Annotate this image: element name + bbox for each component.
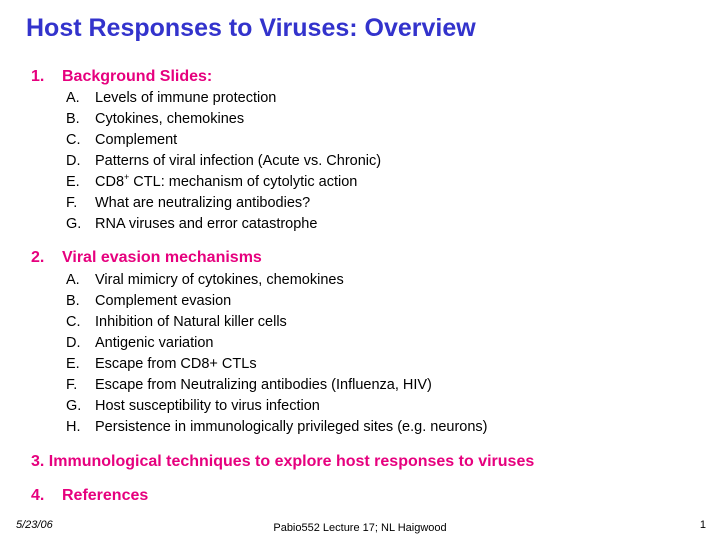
item-text-pre: CD8 (95, 174, 125, 190)
item-text: Cytokines, chemokines (95, 111, 245, 127)
item-text: Complement (95, 132, 178, 148)
item-text: Host susceptibility to virus infection (95, 398, 320, 414)
list-item (66, 335, 214, 351)
list-item (66, 132, 177, 148)
footer-caption: Pabio552 Lecture 17; NL Haigwood (273, 522, 447, 534)
item-letter: A. (66, 90, 80, 106)
section-3-heading: 3. Immunological techniques to explore host responses to viruses (31, 453, 535, 470)
item-text: Levels of immune protection (95, 90, 277, 106)
item-letter: G. (66, 398, 82, 414)
section-number: 2. (31, 249, 45, 266)
item-letter: D. (66, 335, 81, 351)
item-letter: B. (66, 111, 80, 127)
section-4-heading (31, 487, 148, 505)
item-letter: E. (66, 174, 80, 190)
item-letter: A. (66, 272, 80, 288)
item-letter: F. (66, 195, 78, 211)
list-item (66, 293, 231, 309)
list-item (66, 153, 381, 169)
item-text: Inhibition of Natural killer cells (95, 314, 287, 330)
item-letter: C. (66, 314, 81, 330)
item-letter: G. (66, 216, 82, 232)
section-2-heading (31, 249, 262, 267)
item-text: RNA viruses and error catastrophe (95, 216, 318, 232)
item-text: Escape from Neutralizing antibodies (Influenza, HIV) (95, 377, 432, 393)
footer-date: 5/23/06 (16, 519, 53, 531)
list-item (66, 111, 244, 127)
item-letter: D. (66, 153, 81, 169)
section-number: 4. (31, 487, 45, 504)
item-superscript: + (124, 172, 130, 182)
list-item (66, 90, 276, 106)
item-text: Escape from CD8+ CTLs (95, 356, 257, 372)
item-text: Antigenic variation (95, 335, 214, 351)
item-letter: B. (66, 293, 80, 309)
list-item (66, 356, 257, 372)
page-title: Host Responses to Viruses: Overview (26, 14, 476, 42)
list-item (66, 314, 287, 330)
item-text: Complement evasion (95, 293, 232, 309)
list-item (66, 419, 487, 435)
section-number: 1. (31, 68, 45, 85)
item-letter: E. (66, 356, 80, 372)
item-letter: F. (66, 377, 78, 393)
item-letter: H. (66, 419, 81, 435)
list-item (66, 174, 357, 190)
item-text: Viral mimicry of cytokines, chemokines (95, 272, 344, 288)
section-label: Background Slides: (62, 68, 213, 85)
section-label: References (62, 487, 149, 504)
page-number: 1 (699, 519, 706, 531)
item-letter: C. (66, 132, 81, 148)
list-item (66, 216, 317, 232)
item-text-post: CTL: mechanism of cytolytic action (129, 174, 358, 190)
list-item (66, 398, 320, 414)
item-text: Patterns of viral infection (Acute vs. Chronic) (95, 153, 382, 169)
section-label: Viral evasion mechanisms (62, 249, 262, 266)
item-text: What are neutralizing antibodies? (95, 195, 311, 211)
list-item (66, 272, 344, 288)
item-text: Persistence in immunologically privileged sites (e.g. neurons) (95, 419, 488, 435)
list-item (66, 195, 310, 211)
section-1-heading (31, 68, 212, 86)
list-item (66, 377, 432, 393)
